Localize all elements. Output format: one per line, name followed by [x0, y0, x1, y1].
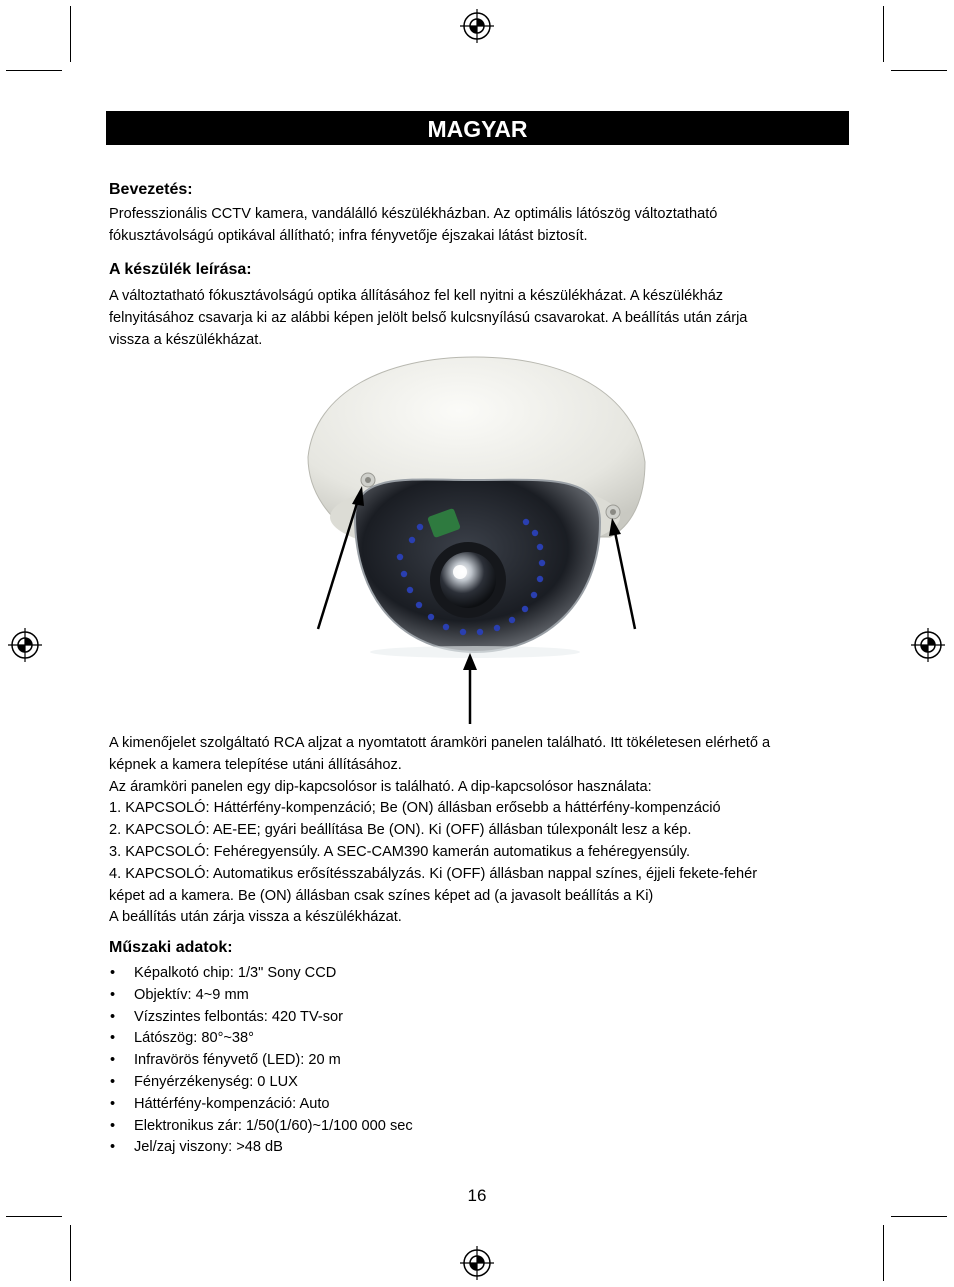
registration-mark-icon — [460, 9, 494, 43]
crop-mark — [6, 70, 62, 71]
list-item — [109, 1137, 854, 1159]
spec-text: Háttérfény-kompenzáció: Auto — [134, 1095, 330, 1112]
crop-mark — [70, 6, 71, 62]
list-item — [109, 1050, 854, 1072]
list-item — [109, 963, 854, 985]
description-section — [109, 260, 854, 351]
list-item — [109, 1028, 854, 1050]
specs-section — [109, 938, 854, 1159]
body-line: A kimenőjelet szolgáltató RCA aljzat a nyomtatott áramköri panelen található. Itt tökéletesen elérhető a — [109, 735, 771, 751]
spec-text: Objektív: 4~9 mm — [134, 986, 249, 1003]
body-line: A beállítás után zárja vissza a készülékházat. — [109, 909, 402, 926]
language-banner — [106, 111, 849, 145]
list-item — [109, 1007, 854, 1029]
body-line: 2. KAPCSOLÓ: AE-EE; gyári beállítása Be (ON). Ki (OFF) állásban túlexponált lesz a kép. — [109, 822, 692, 839]
bullet: • — [110, 965, 116, 981]
bullet: • — [110, 1117, 116, 1134]
intro-line: Professzionális CCTV kamera, vandálálló készülékházban. Az optimális látószög változtatható — [109, 206, 718, 222]
spec-text: Képalkotó chip: 1/3" Sony CCD — [134, 965, 337, 981]
list-item — [109, 1072, 854, 1094]
description-line: vissza a készülékházat. — [109, 332, 263, 348]
registration-mark-icon — [911, 628, 945, 662]
crop-mark — [891, 1216, 947, 1217]
body-line: 4. KAPCSOLÓ: Automatikus erősítésszabályzás. Ki (OFF) állásban nappal színes, éjjeli fekete-fehér — [109, 865, 758, 882]
bullet: • — [110, 1095, 116, 1112]
specs-heading: Műszaki adatok: — [109, 939, 233, 956]
banner-title: MAGYAR — [427, 116, 528, 142]
bullet: • — [110, 1008, 116, 1025]
body-line: képet ad a kamera. Be (ON) állásban csak színes képet ad (a javasolt beállítás a Ki) — [109, 887, 654, 904]
specs-list — [109, 963, 854, 1159]
body-line: 3. KAPCSOLÓ: Fehéregyensúly. A SEC-CAM390 kamerán automatikus a fehéregyensúly. — [109, 843, 691, 860]
bullet: • — [110, 1139, 116, 1156]
page-number: 16 — [467, 1186, 487, 1205]
intro-section — [109, 180, 854, 247]
spec-text: Jel/zaj viszony: >48 dB — [134, 1139, 283, 1156]
list-item — [109, 1094, 854, 1116]
registration-mark-icon — [8, 628, 42, 662]
body-line: Az áramköri panelen egy dip-kapcsolósor is található. A dip-kapcsolósor használata: — [109, 778, 652, 795]
crop-mark — [6, 1216, 62, 1217]
body-line: 1. KAPCSOLÓ: Háttérfény-kompenzáció; Be (ON) állásban erősebb a háttérfény-kompenzáció — [109, 800, 721, 817]
crop-mark — [891, 70, 947, 71]
dome-camera-illustration — [300, 352, 660, 732]
crop-mark — [70, 1225, 71, 1281]
bullet: • — [110, 1073, 116, 1090]
description-heading: A készülék leírása: — [109, 261, 252, 278]
spec-text: Elektronikus zár: 1/50(1/60)~1/100 000 sec — [134, 1117, 413, 1134]
description-line: A változtatható fókusztávolságú optika állításához fel kell nyitni a készülékházat. A készülékház — [109, 288, 724, 304]
bullet: • — [110, 986, 116, 1003]
crop-mark — [883, 6, 884, 62]
list-item — [109, 1116, 854, 1138]
spec-text: Fényérzékenység: 0 LUX — [134, 1073, 298, 1090]
description-line: felnyitásához csavarja ki az alábbi képen jelölt belső kulcsnyílású csavarokat. A beállítás után zárja — [109, 310, 748, 326]
registration-mark-icon — [460, 1246, 494, 1280]
bullet: • — [110, 1030, 116, 1047]
crop-mark — [883, 1225, 884, 1281]
list-item — [109, 985, 854, 1007]
body-section — [109, 733, 854, 929]
bullet: • — [110, 1052, 116, 1069]
intro-heading: Bevezetés: — [109, 181, 193, 198]
intro-line: fókusztávolságú optikával állítható; infra fényvetője éjszakai látást biztosít. — [109, 228, 588, 244]
body-line: képnek a kamera telepítése utáni állításához. — [109, 756, 402, 773]
spec-text: Vízszintes felbontás: 420 TV-sor — [134, 1008, 344, 1025]
spec-text: Látószög: 80°~38° — [134, 1030, 254, 1047]
spec-text: Infravörös fényvető (LED): 20 m — [134, 1052, 341, 1069]
